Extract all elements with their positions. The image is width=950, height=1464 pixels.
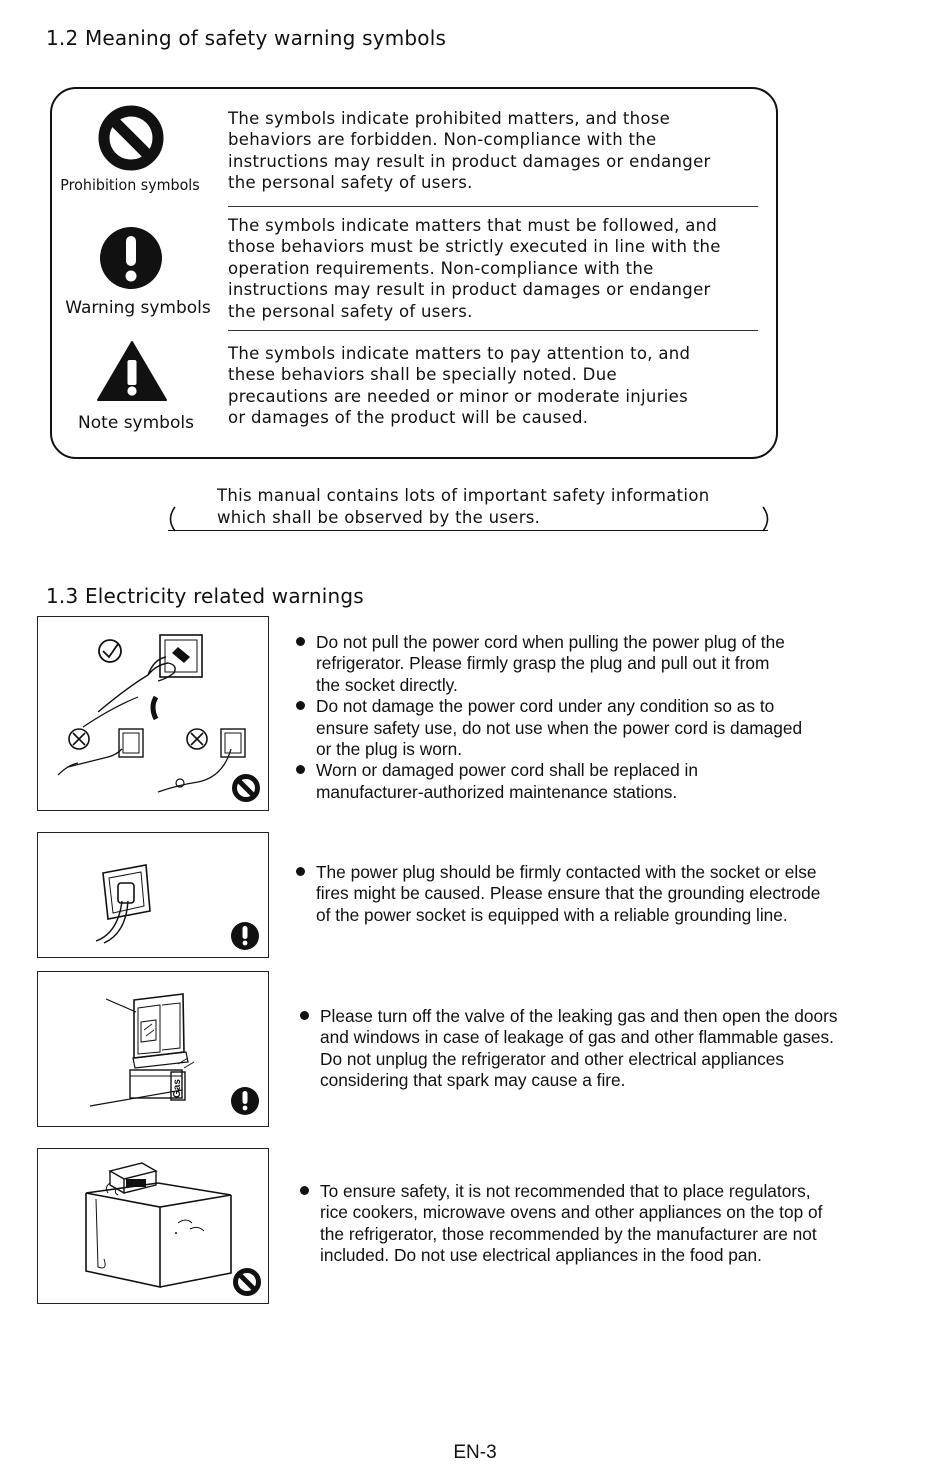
bullet-list [296, 862, 936, 926]
appliance-on-fridge-illustration [37, 1148, 269, 1304]
prohibition-icon [236, 1271, 259, 1294]
plug-in-socket-illustration [37, 832, 269, 958]
gas-leak-window-illustration [37, 971, 269, 1127]
note-triangle-icon [96, 340, 168, 402]
gas-label: Gas [172, 1079, 183, 1098]
symbol-label-prohibition: Prohibition symbols [60, 176, 200, 194]
warning-exclamation-icon [231, 922, 259, 950]
warning-exclamation-icon [100, 227, 162, 289]
prohibition-icon [235, 777, 258, 800]
symbol-description-prohibition: The symbols indicate prohibited matters, and those behaviors are forbidden. Non-compliance with the instructions may result in product damages or endanger the personal safety of users. [228, 109, 711, 193]
notice-bracket-left [163, 505, 177, 533]
notice-underline [168, 530, 768, 531]
list-item: To ensure safety, it is not recommended that to place regulators, rice cookers, microwave ovens and other appliances on the top of the refrigerator, those recommended by the manufacturer are not included. Do not use electrical appliances in the food pan. [300, 1181, 940, 1267]
list-item: Please turn off the valve of the leaking gas and then open the doors and windows in case of leakage of gas and other flammable gases. Do not unplug the refrigerator and other electrical appliances considering that spark may cause a fire. [300, 1006, 940, 1092]
warning-exclamation-icon [231, 1087, 259, 1115]
bullet-list [300, 1181, 940, 1267]
check-circle-icon [99, 640, 121, 662]
bullet-list [300, 1006, 940, 1092]
list-item: Worn or damaged power cord shall be replaced in manufacturer-authorized maintenance stations. [296, 760, 936, 803]
list-item: The power plug should be firmly contacted with the socket or else fires might be caused. Please ensure that the grounding electrode of the power socket is equipped with a reliable grounding line. [296, 862, 936, 926]
symbol-label-note: Note symbols [78, 413, 194, 433]
list-item: Do not pull the power cord when pulling the power plug of the refrigerator. Please firmly grasp the plug and pull out it from the socket directly. [296, 632, 936, 696]
prohibition-icon [98, 105, 164, 171]
symbol-label-warning: Warning symbols [65, 298, 211, 318]
page-number: EN-3 [453, 1442, 497, 1463]
x-circle-icon [187, 729, 207, 749]
x-circle-icon [69, 729, 89, 749]
section-heading-electricity: 1.3 Electricity related warnings [46, 584, 364, 608]
divider [228, 206, 758, 207]
divider [228, 330, 758, 331]
bullet-list [296, 632, 936, 803]
safety-notice: This manual contains lots of important safety information which shall be observed by the users. [217, 486, 710, 527]
list-item: Do not damage the power cord under any condition so as to ensure safety use, do not use when the power cord is damaged or the plug is worn. [296, 696, 936, 760]
section-heading-symbols: 1.2 Meaning of safety warning symbols [46, 26, 447, 50]
power-cord-pull-illustration [37, 616, 269, 811]
symbol-description-note: The symbols indicate matters to pay attention to, and these behaviors shall be specially noted. Due precautions are needed or minor or moderate injuries or damages of the product will be caused. [228, 344, 691, 428]
symbol-description-warning: The symbols indicate matters that must be followed, and those behaviors must be strictly executed in line with the operation requirements. Non-compliance with the instructions may result in product damages or endanger the personal safety of users. [228, 216, 721, 321]
